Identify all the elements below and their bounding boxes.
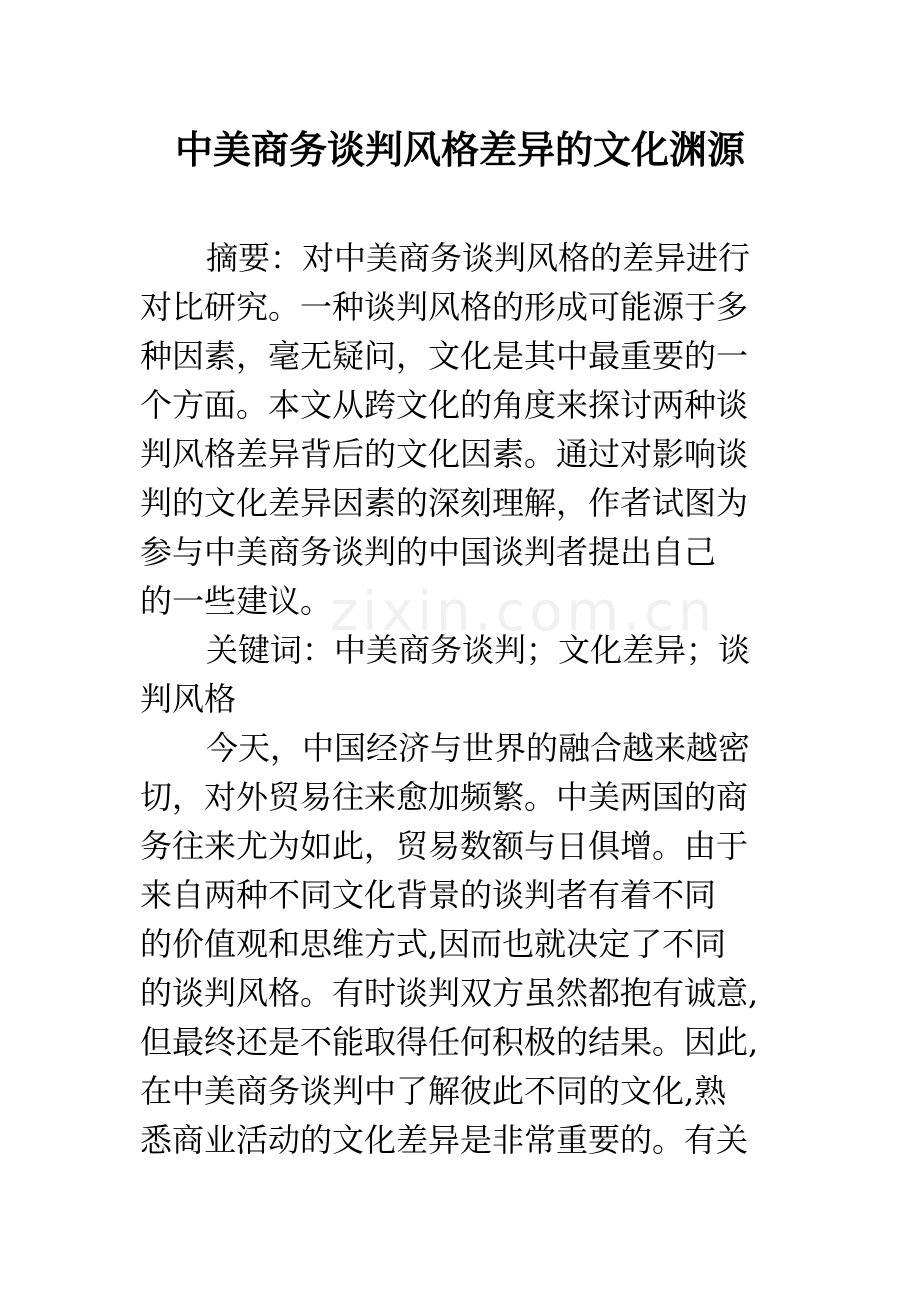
abstract-line: 判风格差异背后的文化因素。通过对影响谈 <box>140 435 749 473</box>
abstract-line: 判的文化差异因素的深刻理解，作者试图为 <box>140 484 749 522</box>
abstract-line: 的一些建议。 <box>140 582 333 620</box>
paragraph-line: 来自两种不同文化背景的谈判者有着不同 <box>140 876 717 914</box>
keywords-line: 关键词：中美商务谈判；文化差异；谈 <box>206 631 751 669</box>
abstract-line: 参与中美商务谈判的中国谈判者提出自己 <box>140 533 717 571</box>
paragraph-line: 今天，中国经济与世界的融合越来越密 <box>206 729 751 767</box>
watermark: zixin.com.cn <box>330 580 717 643</box>
abstract-line: 种因素，毫无疑问，文化是其中最重要的一 <box>140 337 749 375</box>
paragraph-line: 但最终还是不能取得任何积极的结果。因此, <box>140 1023 759 1061</box>
paragraph-line: 悉商业活动的文化差异是非常重要的。有关 <box>140 1121 749 1159</box>
document-title: 中美商务谈判风格差异的文化渊源 <box>174 127 745 172</box>
abstract-line: 个方面。本文从跨文化的角度来探讨两种谈 <box>140 386 749 424</box>
document-body <box>140 234 780 1165</box>
paragraph-line: 的谈判风格。有时谈判双方虽然都抱有诚意, <box>140 974 759 1012</box>
paragraph-line: 切，对外贸易往来愈加频繁。中美两国的商 <box>140 778 749 816</box>
paragraph-line: 在中美商务谈判中了解彼此不同的文化,熟 <box>140 1072 727 1110</box>
abstract-line: 摘要：对中美商务谈判风格的差异进行 <box>206 239 751 277</box>
abstract-line: 对比研究。一种谈判风格的形成可能源于多 <box>140 288 749 326</box>
paragraph-line: 务往来尤为如此，贸易数额与日俱增。由于 <box>140 827 749 865</box>
keywords-line: 判风格 <box>140 680 237 718</box>
paragraph-line: 的价值观和思维方式,因而也就决定了不同 <box>140 925 727 963</box>
